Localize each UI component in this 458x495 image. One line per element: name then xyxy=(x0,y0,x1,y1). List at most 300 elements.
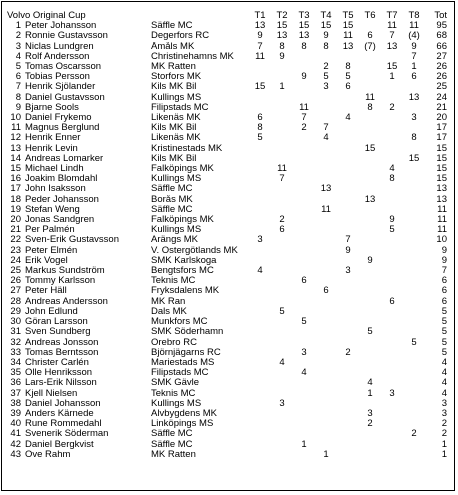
club-cell: Kullings MS xyxy=(151,225,202,236)
round-7-points-cell xyxy=(381,82,403,92)
club-cell: MK Ran xyxy=(151,296,186,307)
table-row xyxy=(7,276,449,286)
round-4-points-cell xyxy=(315,225,337,235)
total-points-cell: 2 xyxy=(441,419,447,430)
round-3-points-cell xyxy=(293,358,315,368)
round-1-points-cell xyxy=(249,399,271,409)
round-6-points-cell xyxy=(359,358,381,368)
club-cell: Arängs MK xyxy=(151,235,198,246)
club-cell: Kristinestads MK xyxy=(151,143,223,154)
round-2-points-cell: 3 xyxy=(279,398,285,409)
round-6-points-cell xyxy=(359,174,381,184)
round-5-points-cell xyxy=(337,409,359,419)
header-row xyxy=(7,11,449,21)
round-7-points-cell: 2 xyxy=(389,102,395,113)
rider-name-cell: Andreas Jonsson xyxy=(25,337,99,348)
total-points-cell: 15 xyxy=(436,153,447,164)
round-5-points-cell: 3 xyxy=(345,266,351,277)
total-points-cell: 5 xyxy=(441,347,447,358)
round-2-points-cell xyxy=(271,297,293,307)
round-4-points-cell xyxy=(315,174,337,184)
round-3-points-cell xyxy=(293,215,315,225)
place-cell: 23 xyxy=(10,245,21,256)
place-cell: 40 xyxy=(10,419,21,430)
round-5-points-cell xyxy=(337,123,359,133)
place-cell: 6 xyxy=(15,72,21,83)
table-row xyxy=(7,256,449,266)
rider-name-cell: Olle Henriksson xyxy=(25,368,93,379)
round-1-points-cell: 4 xyxy=(257,266,263,277)
round-6-points-cell xyxy=(359,368,381,378)
total-points-cell: 1 xyxy=(441,449,447,460)
round-4-points-cell: 9 xyxy=(323,31,329,42)
round-4-points-cell xyxy=(315,440,337,450)
round-2-points-cell xyxy=(271,378,293,388)
place-cell: 12 xyxy=(10,133,21,144)
club-cell: Christinehamns MK xyxy=(151,51,234,62)
round-3-points-cell: 15 xyxy=(298,21,310,32)
column-header-t5: T5 xyxy=(342,11,354,21)
round-2-points-cell xyxy=(271,123,293,133)
place-cell: 21 xyxy=(10,225,21,236)
club-cell: Säffle MC xyxy=(151,184,193,195)
column-header-total: Tot xyxy=(434,11,447,21)
rider-name-cell: Stefan Weng xyxy=(25,204,80,215)
round-3-points-cell: 6 xyxy=(301,276,307,287)
round-7-points-cell: 6 xyxy=(389,296,395,307)
club-cell: Linköpings MS xyxy=(151,419,214,430)
club-cell: Likenäs MK xyxy=(151,113,201,124)
round-1-points-cell xyxy=(249,164,271,174)
round-5-points-cell xyxy=(337,184,359,194)
place-cell: 13 xyxy=(10,143,21,154)
table-row xyxy=(7,368,449,378)
rider-name-cell: Erik Vogel xyxy=(25,255,68,266)
round-5-points-cell: 8 xyxy=(345,62,351,73)
round-8-points-cell xyxy=(403,184,425,194)
round-5-points-cell xyxy=(337,440,359,450)
club-cell: MK Ratten xyxy=(151,449,196,460)
round-7-points-cell xyxy=(381,123,403,133)
round-5-points-cell xyxy=(337,317,359,327)
rider-name-cell: Svenerik Söderman xyxy=(25,429,109,440)
total-points-cell: 9 xyxy=(441,245,447,256)
place-cell: 9 xyxy=(15,102,21,113)
round-3-points-cell xyxy=(293,93,315,103)
round-4-points-cell xyxy=(315,389,337,399)
round-2-points-cell xyxy=(271,338,293,348)
round-5-points-cell: 15 xyxy=(342,21,354,32)
round-1-points-cell xyxy=(249,409,271,419)
total-points-cell: 95 xyxy=(436,21,447,32)
club-cell: Säffle MC xyxy=(151,439,193,450)
total-points-cell: 4 xyxy=(441,357,447,368)
round-7-points-cell xyxy=(381,307,403,317)
place-cell: 35 xyxy=(10,368,21,379)
table-row xyxy=(7,123,449,133)
round-7-points-cell xyxy=(381,205,403,215)
round-4-points-cell: 4 xyxy=(323,133,329,144)
club-cell: Bengtsfors MC xyxy=(151,266,214,277)
round-7-points-cell xyxy=(381,378,403,388)
round-4-points-cell xyxy=(315,103,337,113)
results-frame xyxy=(1,1,455,491)
round-6-points-cell xyxy=(359,450,381,460)
total-points-cell: 11 xyxy=(437,204,447,215)
round-6-points-cell xyxy=(359,133,381,143)
rider-name-cell: Tomas Oscarsson xyxy=(25,62,102,73)
rider-name-cell: Michael Lindh xyxy=(25,164,84,175)
club-cell: SMK Karlskoga xyxy=(151,255,217,266)
round-7-points-cell: 13 xyxy=(386,41,398,52)
round-3-points-cell: 2 xyxy=(301,123,307,134)
round-8-points-cell xyxy=(403,286,425,296)
club-cell: Kullings MS xyxy=(151,398,202,409)
table-row xyxy=(7,31,449,41)
round-8-points-cell xyxy=(403,317,425,327)
place-cell: 42 xyxy=(10,439,21,450)
total-points-cell: 9 xyxy=(441,255,447,266)
round-6-points-cell: 13 xyxy=(364,194,376,205)
club-cell: Åmåls MK xyxy=(151,41,195,52)
table-row xyxy=(7,409,449,419)
total-points-cell: 3 xyxy=(441,398,447,409)
place-cell: 32 xyxy=(10,337,21,348)
column-header-t4: T4 xyxy=(320,11,332,21)
round-8-points-cell xyxy=(403,144,425,154)
round-7-points-cell xyxy=(381,368,403,378)
round-4-points-cell xyxy=(315,276,337,286)
total-points-cell: 66 xyxy=(436,41,447,52)
total-points-cell: 21 xyxy=(436,102,447,113)
results-body xyxy=(7,21,449,460)
round-3-points-cell xyxy=(293,144,315,154)
round-5-points-cell xyxy=(337,368,359,378)
rider-name-cell: Bjarne Sools xyxy=(25,102,79,113)
place-cell: 41 xyxy=(10,429,21,440)
total-points-cell: 7 xyxy=(441,266,447,277)
round-4-points-cell: 7 xyxy=(323,123,329,134)
round-3-points-cell xyxy=(293,235,315,245)
round-5-points-cell xyxy=(337,450,359,460)
round-5-points-cell xyxy=(337,358,359,368)
round-1-points-cell xyxy=(249,184,271,194)
round-6-points-cell xyxy=(359,440,381,450)
round-4-points-cell: 11 xyxy=(321,204,331,215)
round-2-points-cell: 6 xyxy=(279,225,285,236)
place-cell: 19 xyxy=(10,204,21,215)
round-8-points-cell xyxy=(403,276,425,286)
round-3-points-cell xyxy=(293,174,315,184)
place-cell: 28 xyxy=(10,296,21,307)
round-8-points-cell xyxy=(403,174,425,184)
round-1-points-cell xyxy=(249,297,271,307)
round-8-points-cell: 1 xyxy=(411,62,417,73)
round-7-points-cell xyxy=(381,338,403,348)
table-row xyxy=(7,133,449,143)
round-1-points-cell xyxy=(249,429,271,439)
round-7-points-cell xyxy=(381,195,403,205)
round-8-points-cell xyxy=(403,103,425,113)
round-6-points-cell: 9 xyxy=(367,255,373,266)
place-cell: 10 xyxy=(10,113,21,124)
round-8-points-cell xyxy=(403,358,425,368)
round-7-points-cell xyxy=(381,450,403,460)
round-7-points-cell xyxy=(381,399,403,409)
round-3-points-cell xyxy=(293,133,315,143)
round-5-points-cell xyxy=(337,52,359,62)
round-7-points-cell xyxy=(381,133,403,143)
round-6-points-cell: 11 xyxy=(365,92,375,103)
rider-name-cell: Andreas Andersson xyxy=(25,296,108,307)
round-3-points-cell xyxy=(293,378,315,388)
rider-name-cell: John Isaksson xyxy=(25,184,86,195)
total-points-cell: 11 xyxy=(437,215,447,226)
round-4-points-cell: 3 xyxy=(323,82,329,93)
round-3-points-cell xyxy=(293,52,315,62)
round-2-points-cell xyxy=(271,93,293,103)
round-6-points-cell xyxy=(359,246,381,256)
round-1-points-cell xyxy=(249,246,271,256)
place-cell: 29 xyxy=(10,306,21,317)
round-3-points-cell xyxy=(293,246,315,256)
round-2-points-cell xyxy=(271,154,293,164)
round-4-points-cell: 6 xyxy=(323,286,329,297)
round-7-points-cell xyxy=(381,317,403,327)
table-row xyxy=(7,307,449,317)
round-3-points-cell: 5 xyxy=(301,317,307,328)
round-1-points-cell xyxy=(249,440,271,450)
place-cell: 24 xyxy=(10,255,21,266)
table-row xyxy=(7,286,449,296)
round-3-points-cell: 1 xyxy=(301,439,307,450)
rider-name-cell: Peter Johansson xyxy=(25,21,97,32)
round-2-points-cell xyxy=(271,266,293,276)
round-3-points-cell xyxy=(293,62,315,72)
round-7-points-cell: 9 xyxy=(389,215,395,226)
total-points-cell: 4 xyxy=(441,368,447,379)
round-8-points-cell: 5 xyxy=(411,337,417,348)
round-7-points-cell xyxy=(381,184,403,194)
round-8-points-cell: 7 xyxy=(411,51,417,62)
round-7-points-cell xyxy=(381,93,403,103)
round-2-points-cell: 15 xyxy=(276,21,288,32)
round-7-points-cell xyxy=(381,419,403,429)
round-4-points-cell: 8 xyxy=(323,41,329,52)
round-4-points-cell xyxy=(315,317,337,327)
round-1-points-cell: 3 xyxy=(257,235,263,246)
table-row xyxy=(7,225,449,235)
round-4-points-cell xyxy=(315,368,337,378)
round-1-points-cell xyxy=(249,154,271,164)
round-4-points-cell xyxy=(315,338,337,348)
round-1-points-cell xyxy=(249,276,271,286)
table-title: Volvo Original Cup xyxy=(7,11,86,21)
round-5-points-cell: 13 xyxy=(342,41,354,52)
round-8-points-cell xyxy=(403,195,425,205)
round-7-points-cell: 4 xyxy=(389,164,395,175)
round-2-points-cell: 5 xyxy=(279,306,285,317)
place-cell: 3 xyxy=(15,41,21,52)
round-5-points-cell xyxy=(337,297,359,307)
place-cell: 8 xyxy=(15,92,21,103)
table-row xyxy=(7,42,449,52)
round-7-points-cell xyxy=(381,286,403,296)
club-cell: Falköpings MK xyxy=(151,215,214,226)
place-cell: 31 xyxy=(10,327,21,338)
total-points-cell: 15 xyxy=(436,164,447,175)
round-5-points-cell xyxy=(337,133,359,143)
round-6-points-cell xyxy=(359,286,381,296)
round-3-points-cell xyxy=(293,307,315,317)
round-3-points-cell xyxy=(293,184,315,194)
rider-name-cell: Andreas Lomarker xyxy=(25,153,104,164)
round-1-points-cell: 15 xyxy=(254,82,266,93)
round-8-points-cell xyxy=(403,235,425,245)
round-3-points-cell xyxy=(293,256,315,266)
place-cell: 2 xyxy=(15,31,21,42)
round-5-points-cell xyxy=(337,399,359,409)
club-cell: Säffle MC xyxy=(151,429,193,440)
round-3-points-cell: 9 xyxy=(301,72,307,83)
round-8-points-cell xyxy=(403,256,425,266)
round-8-points-cell: 2 xyxy=(411,429,417,440)
total-points-cell: 6 xyxy=(441,286,447,297)
round-1-points-cell xyxy=(249,62,271,72)
rider-name-cell: Magnus Berglund xyxy=(25,123,100,134)
round-8-points-cell xyxy=(403,440,425,450)
round-1-points-cell xyxy=(249,144,271,154)
round-5-points-cell xyxy=(337,327,359,337)
table-row xyxy=(7,246,449,256)
round-4-points-cell: 13 xyxy=(320,184,332,195)
round-5-points-cell: 9 xyxy=(345,245,351,256)
round-1-points-cell: 8 xyxy=(257,123,263,134)
rider-name-cell: Tomas Berntsson xyxy=(25,347,99,358)
total-points-cell: 5 xyxy=(441,337,447,348)
club-cell: Munkfors MC xyxy=(151,317,208,328)
round-1-points-cell xyxy=(249,93,271,103)
total-points-cell: 20 xyxy=(436,113,447,124)
total-points-cell: 15 xyxy=(436,143,447,154)
place-cell: 5 xyxy=(15,62,21,73)
round-2-points-cell xyxy=(271,195,293,205)
place-cell: 36 xyxy=(10,378,21,389)
place-cell: 17 xyxy=(10,184,21,195)
round-7-points-cell xyxy=(381,358,403,368)
round-7-points-cell xyxy=(381,266,403,276)
round-2-points-cell xyxy=(271,450,293,460)
rider-name-cell: Per Palmén xyxy=(25,225,75,236)
total-points-cell: 17 xyxy=(436,123,447,134)
round-4-points-cell xyxy=(315,266,337,276)
round-1-points-cell: 13 xyxy=(254,21,266,32)
total-points-cell: 13 xyxy=(436,184,447,195)
round-6-points-cell xyxy=(359,399,381,409)
round-1-points-cell xyxy=(249,378,271,388)
rider-name-cell: Rune Rommedahl xyxy=(25,419,102,430)
round-8-points-cell xyxy=(403,164,425,174)
table-row xyxy=(7,72,449,82)
column-header-t7: T7 xyxy=(386,11,398,21)
place-cell: 22 xyxy=(10,235,21,246)
round-2-points-cell xyxy=(271,235,293,245)
round-2-points-cell xyxy=(271,389,293,399)
column-header-t2: T2 xyxy=(276,11,288,21)
round-4-points-cell xyxy=(315,154,337,164)
column-header-t1: T1 xyxy=(254,11,266,21)
round-2-points-cell xyxy=(271,133,293,143)
table-row xyxy=(7,450,449,460)
round-5-points-cell xyxy=(337,286,359,296)
round-5-points-cell xyxy=(337,256,359,266)
round-4-points-cell xyxy=(315,348,337,358)
round-6-points-cell xyxy=(359,225,381,235)
round-5-points-cell: 4 xyxy=(345,113,351,124)
round-6-points-cell: 2 xyxy=(367,419,373,430)
round-7-points-cell xyxy=(381,327,403,337)
round-1-points-cell xyxy=(249,256,271,266)
club-cell: Björnjägarns RC xyxy=(151,347,221,358)
round-3-points-cell: 7 xyxy=(301,113,307,124)
total-points-cell: 68 xyxy=(436,31,447,42)
table-row xyxy=(7,327,449,337)
club-cell: Filipstads MC xyxy=(151,368,209,379)
round-1-points-cell xyxy=(249,215,271,225)
round-4-points-cell xyxy=(315,327,337,337)
round-4-points-cell xyxy=(315,409,337,419)
round-6-points-cell xyxy=(359,297,381,307)
club-cell: Säffle MC xyxy=(151,204,193,215)
rider-name-cell: Jonas Sandgren xyxy=(25,215,95,226)
round-3-points-cell xyxy=(293,205,315,215)
round-4-points-cell: 15 xyxy=(320,21,332,32)
round-8-points-cell: 13 xyxy=(408,92,420,103)
round-6-points-cell xyxy=(359,215,381,225)
round-1-points-cell: 11 xyxy=(255,51,265,62)
round-2-points-cell: 11 xyxy=(277,164,287,175)
table-row xyxy=(7,419,449,429)
round-6-points-cell xyxy=(359,205,381,215)
place-cell: 16 xyxy=(10,174,21,185)
round-2-points-cell: 7 xyxy=(279,174,285,185)
round-6-points-cell xyxy=(359,307,381,317)
round-2-points-cell xyxy=(271,348,293,358)
place-cell: 33 xyxy=(10,347,21,358)
club-cell: SMK Gävle xyxy=(151,378,200,389)
round-4-points-cell: 5 xyxy=(323,72,329,83)
table-row xyxy=(7,184,449,194)
rider-name-cell: Göran Larsson xyxy=(25,317,88,328)
round-6-points-cell: 15 xyxy=(364,143,376,154)
club-cell: Dals MK xyxy=(151,306,187,317)
round-7-points-cell: 5 xyxy=(389,225,395,236)
total-points-cell: 6 xyxy=(441,296,447,307)
round-4-points-cell xyxy=(315,235,337,245)
place-cell: 25 xyxy=(10,266,21,277)
round-7-points-cell xyxy=(381,246,403,256)
club-cell: Storfors MK xyxy=(151,72,202,83)
total-points-cell: 17 xyxy=(436,133,447,144)
place-cell: 11 xyxy=(11,123,21,134)
club-cell: Kils MK Bil xyxy=(151,82,197,93)
round-4-points-cell: 2 xyxy=(323,62,329,73)
round-4-points-cell xyxy=(315,297,337,307)
round-5-points-cell xyxy=(337,276,359,286)
round-7-points-cell xyxy=(381,144,403,154)
table-row xyxy=(7,103,449,113)
round-4-points-cell xyxy=(315,164,337,174)
